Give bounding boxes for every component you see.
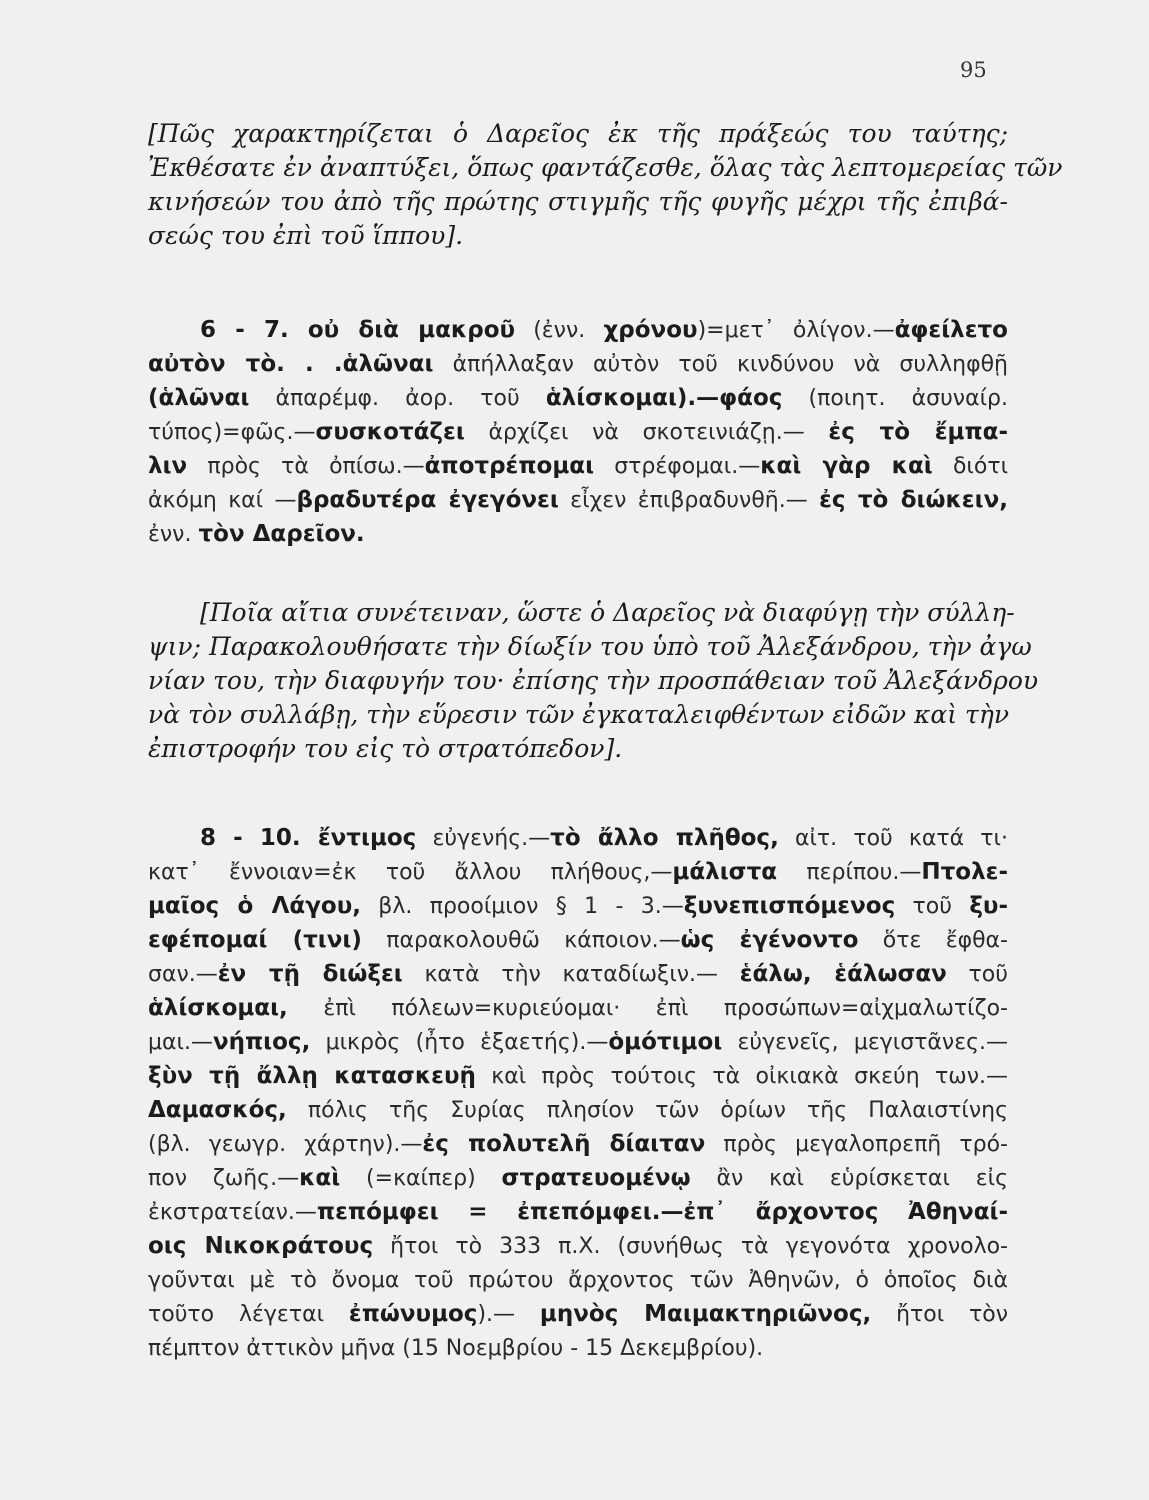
notes-line [148,482,1008,516]
gloss-text: ἀρχίζει νὰ σκοτεινιάζῃ.— [464,420,829,445]
question-paragraph-1 [148,117,1063,253]
gloss-text: εὐγενής.— [416,826,551,851]
bold-term: συσκοτάζει [315,419,465,445]
notes-line [148,1092,1008,1126]
notes-line [148,1262,1008,1296]
notes-line [148,1296,1008,1330]
notes-paragraph-6-7 [148,312,1008,550]
bold-term: ἐς τὸ διώκειν, [819,487,1008,513]
notes-line [148,516,1008,550]
bold-term: μαῖος ὁ Λάγου, [148,893,361,919]
page-number: 95 [960,58,987,82]
gloss-text: ἤτοι τὸ 333 π.Χ. (συνήθως τὰ γεγονότα χρονολο- [373,1234,1008,1259]
notes-line [148,922,1008,956]
notes-line [148,1194,1008,1228]
gloss-text: τοῦτο λέγεται [148,1302,349,1327]
notes-line [148,346,1008,380]
notes-line [148,448,1008,482]
gloss-text: (ἐνν. [515,318,604,343]
gloss-text: ἤτοι τὸν [871,1302,1009,1327]
notes-line [148,312,1008,346]
question-2-line: νὰ τὸν συλλάβῃ, τὴν εὕρεσιν τῶν ἐγκαταλειφθέντων εἰδῶν καὶ τὴν [148,700,1010,729]
question-1-line: Ἐκθέσατε ἐν ἀναπτύξει, ὅπως φαντάζεσθε, ὅλας τὰς λεπτομερείας τῶν [148,153,1063,182]
question-2-line: [Ποῖα αἴτια συνέτειναν, ὥστε ὁ Δαρεῖος νὰ διαφύγῃ τὴν σύλλη- [200,598,1015,627]
gloss-text: πέμπτον ἀττικὸν μῆνα (15 Νοεμβρίου - 15 Δεκεμβρίου). [148,1336,764,1361]
gloss-text: (βλ. γεωγρ. χάρτην).— [148,1132,423,1157]
bold-term: λιν [148,453,188,479]
gloss-text: τοῦ [946,962,1008,987]
notes-line [148,888,1008,922]
notes-line [148,956,1008,990]
bold-term: ἁλίσκομαι, [148,995,288,1021]
gloss-text: πόλις τῆς Συρίας πλησίον τῶν ὁρίων τῆς Παλαιστίνης [286,1098,1008,1123]
bold-term: ἐς πολυτελῆ δίαιταν [422,1131,706,1157]
gloss-text: )=μετ᾽ ὀλίγον.— [697,318,895,343]
question-2-line: ψιν; Παρακολουθήσατε τὴν δίωξίν του ὑπὸ τοῦ Ἀλεξάνδρου, τὴν ἀγω [148,632,1032,661]
bold-term: καὶ γὰρ καὶ [760,453,933,479]
bold-term: μηνὸς Μαιμακτηριῶνος, [539,1301,872,1327]
notes-line [148,1126,1008,1160]
gloss-text: ἀπήλλαξαν αὐτὸν τοῦ κινδύνου νὰ συλληφθῇ [433,352,1009,377]
bold-term: ἀποτρέπομαι [424,453,595,479]
question-paragraph-2 [148,596,1039,766]
gloss-text: ἐνν. [148,522,199,547]
gloss-text: μικρὸς (ἦτο ἑξαετής).— [310,1030,609,1055]
gloss-text: (ποιητ. ἀσυναίρ. [782,386,1008,411]
gloss-text: βλ. προοίμιον § 1 - 3.— [360,894,684,919]
notes-line [148,1160,1008,1194]
bold-term: ἁλίσκομαι).—φάος [545,385,783,411]
gloss-text: σαν.— [148,962,218,987]
gloss-text: πρὸς τὰ ὀπίσω.— [187,454,425,479]
gloss-text: εὐγενεῖς, μεγιστᾶνες.— [722,1030,1008,1055]
bold-term: ὁμότιμοι [608,1029,723,1055]
gloss-text: (=καίπερ) [340,1166,502,1191]
gloss-text: παρακολουθῶ κάποιον.— [361,928,681,953]
bold-term: 6 - 7. οὐ διὰ μακροῦ [200,317,516,343]
gloss-text: πρὸς μεγαλοπρεπῆ τρό- [705,1132,1008,1157]
bold-term: στρατευομένῳ [501,1165,691,1191]
question-1-line: σεώς του ἐπὶ τοῦ ἵππου]. [148,221,464,250]
bold-term: πεπόμφει = ἐπεπόμφει.—ἐπ᾽ ἄρχοντος Ἀθηναί- [316,1199,1008,1225]
bold-term: καὶ [299,1165,341,1191]
notes-line [148,1058,1008,1092]
bold-term: αὐτὸν τὸ. . .ἁλῶναι [148,351,434,377]
notes-line [148,820,1008,854]
bold-term: Πτολε- [921,859,1009,885]
gloss-text: πον ζωῆς.— [148,1166,300,1191]
bold-term: ξυνεπισπόμενος [683,893,896,919]
notes-line [148,990,1008,1024]
gloss-text: μαι.— [148,1030,213,1055]
gloss-text: ).— [477,1302,540,1327]
notes-line [148,854,1008,888]
gloss-text: εἶχεν ἐπιβραδυνθῆ.— [558,488,820,513]
bold-term: χρόνου [603,317,698,343]
bold-term: ξὺν τῇ ἄλλῃ κατασκευῇ [148,1063,476,1089]
bold-term: ὡς ἐγένοντο [680,927,859,953]
bold-term: ἐς τὸ ἔμπα- [828,419,1008,445]
bold-term: νήπιος, [212,1029,311,1055]
gloss-text: καὶ πρὸς τούτοις τὰ οἰκιακὰ σκεύη των.— [475,1064,1008,1089]
bold-term: μάλιστα [672,859,778,885]
notes-line [148,1228,1008,1262]
notes-paragraph-8-10 [148,820,1008,1364]
gloss-text: κατὰ τὴν καταδίωξιν.— [402,962,740,987]
gloss-text: ἀκόμη καί — [148,488,297,513]
notes-line [148,1024,1008,1058]
bold-term: ἑάλω, ἑάλωσαν [739,961,947,987]
gloss-text: αἰτ. τοῦ κατά τι· [778,826,1008,851]
gloss-text: περίπου.— [777,860,922,885]
gloss-text: τύπος)=φῶς.— [148,420,316,445]
question-1-line: κινήσεών του ἀπὸ τῆς πρώτης στιγμῆς τῆς φυγῆς μέχρι τῆς ἐπιβά- [148,187,1008,216]
gloss-text: γοῦνται μὲ τὸ ὄνομα τοῦ πρώτου ἄρχοντος τῶν Ἀθηνῶν, ὁ ὁποῖος διὰ [148,1268,1008,1293]
question-1-line: [Πῶς χαρακτηρίζεται ὁ Δαρεῖος ἐκ τῆς πράξεώς του ταύτης; [148,119,1008,148]
notes-line [148,380,1008,414]
bold-term: οις Νικοκράτους [148,1233,374,1259]
gloss-text: κατ᾽ ἔννοιαν=ἐκ τοῦ ἄλλου πλήθους,— [148,860,673,885]
bold-term: τὸ ἄλλο πλῆθος, [550,825,779,851]
bold-term: 8 - 10. ἔντιμος [200,825,417,851]
bold-term: τὸν Δαρεῖον. [198,521,365,547]
gloss-text: ἐπὶ πόλεων=κυριεύομαι· ἐπὶ προσώπων=αἰχμαλωτίζο- [287,996,1008,1021]
bold-term: ἐν τῇ διώξει [217,961,403,987]
bold-term: (ἁλῶναι [148,385,250,411]
bold-term: εφέπομαί (τινι) [148,927,362,953]
gloss-text: διότι [932,454,1009,479]
bold-term: βραδυτέρα ἐγεγόνει [296,487,559,513]
bold-term: ἐπώνυμος [348,1301,478,1327]
notes-line [148,1330,1008,1364]
question-2-line: ἐπιστροφήν του εἰς τὸ στρατόπεδον]. [148,734,623,763]
gloss-text: ὅτε ἔφθα- [858,928,1008,953]
gloss-text: στρέφομαι.— [594,454,761,479]
notes-line [148,414,1008,448]
question-2-line: νίαν του, τὴν διαφυγήν του· ἐπίσης τὴν προσπάθειαν τοῦ Ἀλεξάνδρου [148,666,1039,695]
bold-term: Δαμασκός, [148,1097,287,1123]
bold-term: ξυ- [969,893,1008,919]
bold-term: ἀφείλετο [894,317,1008,343]
gloss-text: ἀπαρέμφ. ἀορ. τοῦ [249,386,546,411]
gloss-text: ἂν καὶ εὑρίσκεται εἰς [690,1166,1008,1191]
gloss-text: τοῦ [895,894,970,919]
gloss-text: ἐκστρατείαν.— [148,1200,317,1225]
